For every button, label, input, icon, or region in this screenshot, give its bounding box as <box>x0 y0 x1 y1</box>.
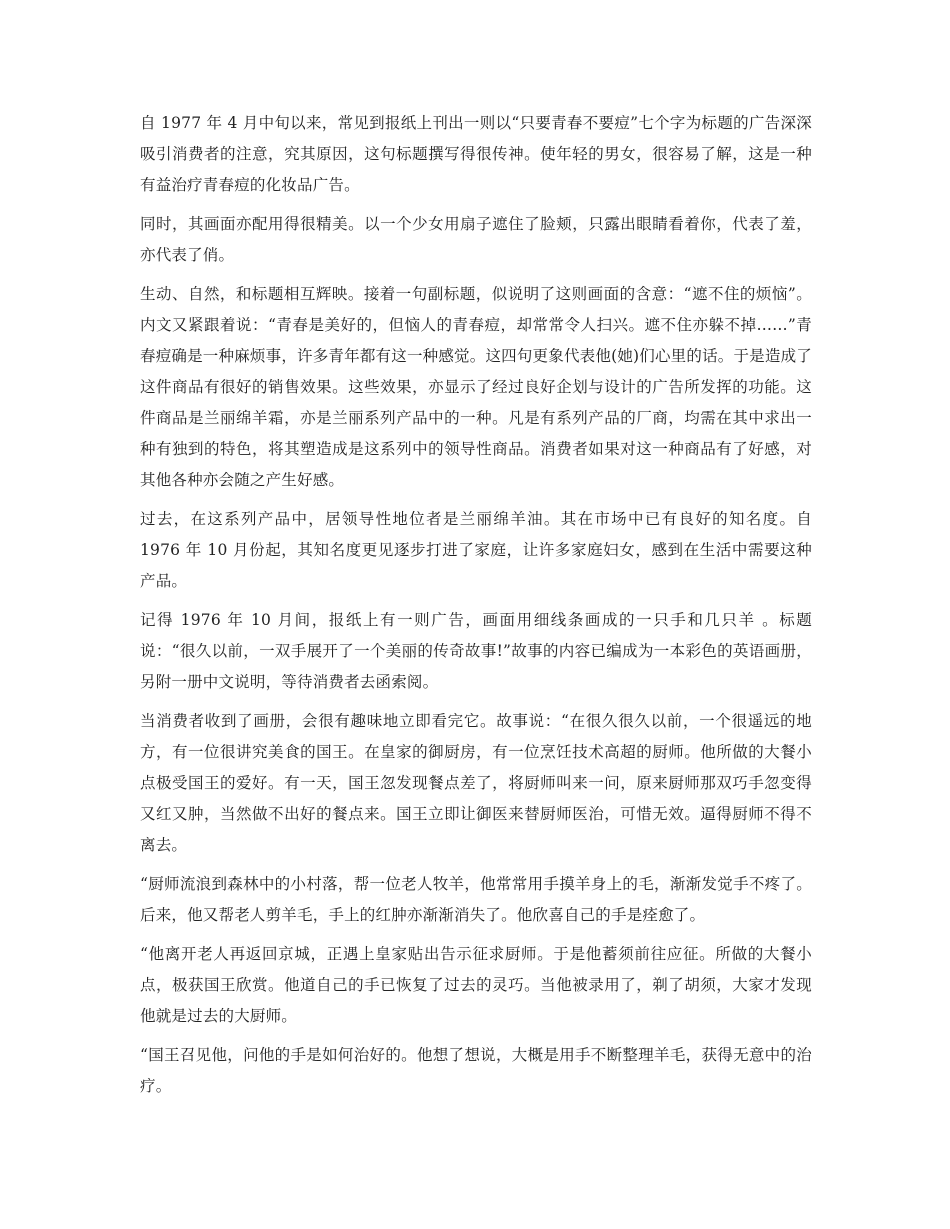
paragraph: 过去，在这系列产品中，居领导性地位者是兰丽绵羊油。其在市场中已有良好的知名度。自 1976 年 10 月份起，其知名度更见逐步打进了家庭，让许多家庭妇女，感到在生活中需要这种产品。 <box>140 510 812 590</box>
paragraph: 生动、自然，和标题相互辉映。接着一句副标题，似说明了这则画面的含意：“遮不住的烦恼”。内文又紧跟着说：“青春是美好的，但恼人的青春痘，却常常令人扫兴。遮不住亦躲不掉……”青春痘确是一种麻烦事，许多青年都有这一种感觉。这四句更象代表他(她)们心里的话。于是造成了这件商品有很好的销售效果。这些效果，亦显示了经过良好企划与设计的广告所发挥的功能。这件商品是兰丽绵羊霜，亦是兰丽系列产品中的一种。凡是有系列产品的厂商，均需在其中求出一种有独到的特色，将其塑造成是这系列中的领导性商品。消费者如果对这一种商品有了好感，对其他各种亦会随之产生好感。 <box>140 285 812 489</box>
paragraph: “厨师流浪到森林中的小村落，帮一位老人牧羊，他常常用手摸羊身上的毛，渐渐发觉手不疼了。后来，他又帮老人剪羊毛，手上的红肿亦渐渐消失了。他欣喜自己的手是痊愈了。 <box>140 875 812 924</box>
paragraph: 自 1977 年 4 月中旬以来，常见到报纸上刊出一则以“只要青春不要痘”七个字为标题的广告深深吸引消费者的注意，究其原因，这句标题撰写得很传神。使年轻的男女，很容易了解，这是一种有益治疗青春痘的化妆品广告。 <box>140 114 812 194</box>
paragraph: 记得 1976 年 10 月间，报纸上有一则广告，画面用细线条画成的一只手和几只羊 。标题说：“很久以前，一双手展开了一个美丽的传奇故事!”故事的内容已编成为一本彩色的英语画册，另附一册中文说明，等待消费者去函索阅。 <box>140 611 812 691</box>
document-body <box>140 108 812 1110</box>
paragraph: 同时，其画面亦配用得很精美。以一个少女用扇子遮住了脸颊，只露出眼睛看着你，代表了羞，亦代表了俏。 <box>140 215 812 264</box>
paragraph: “他离开老人再返回京城，正遇上皇家贴出告示征求厨师。于是他蓄须前往应征。所做的大餐小点，极获国王欣赏。他道自己的手已恢复了过去的灵巧。当他被录用了，剃了胡须，大家才发现他就是过去的大厨师。 <box>140 945 812 1025</box>
paragraph: “国王召见他，问他的手是如何治好的。他想了想说，大概是用手不断整理羊毛，获得无意中的治疗。 <box>140 1046 812 1095</box>
paragraph: 当消费者收到了画册，会很有趣味地立即看完它。故事说：“在很久很久以前，一个很遥远的地方，有一位很讲究美食的国王。在皇家的御厨房，有一位烹饪技术高超的厨师。他所做的大餐小点极受国王的爱好。有一天，国王忽发现餐点差了，将厨师叫来一问，原来厨师那双巧手忽变得又红又肿，当然做不出好的餐点来。国王立即让御医来替厨师医治，可惜无效。逼得厨师不得不离去。 <box>140 712 812 854</box>
